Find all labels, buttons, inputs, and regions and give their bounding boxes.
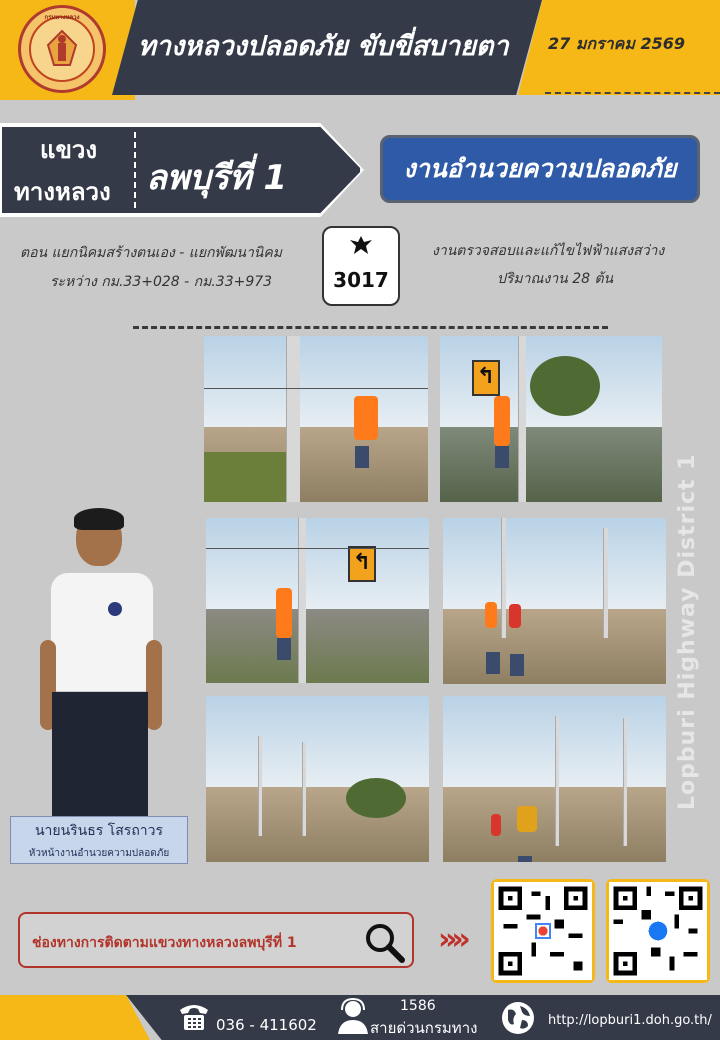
district-label-line2: ทางหลวง (14, 178, 111, 206)
task-quantity: ปริมาณงาน 28 ต้น (497, 271, 614, 287)
headset-icon (336, 998, 370, 1036)
district-label-line1: แขวง (40, 136, 98, 164)
district-name: ลพบุรีที่ 1 (146, 158, 287, 198)
logo-icon (40, 27, 84, 71)
logo-text: กรมทางหลวง (44, 14, 80, 21)
report-date: 27 มกราคม 2569 (548, 34, 685, 53)
route-section: ตอน แยกนิคมสร้างตนเอง - แยกพัฒนานิคม (20, 245, 282, 261)
staff-name: นายนรินธร โสรถาวร (34, 823, 164, 839)
route-km-range: ระหว่าง กม.33+028 - กม.33+973 (50, 274, 273, 290)
work-photo-1 (204, 336, 428, 502)
double-chevron-right-icon: »» (438, 922, 465, 957)
follow-channel-text: ช่องทางการติดตามแขวงทางหลวงลพบุรีที่ 1 (32, 935, 297, 951)
task-description: งานตรวจสอบและแก้ไขไฟฟ้าแสงสว่าง (432, 243, 665, 259)
qr-code-facebook[interactable] (606, 879, 710, 983)
telephone-icon (176, 1002, 212, 1032)
work-photo-4 (443, 518, 666, 684)
work-photo-3: ↰ (206, 518, 429, 683)
district-watermark: Lopburi Highway District 1 (675, 453, 700, 810)
staff-role: หัวหน้างานอำนวยความปลอดภัย (28, 848, 170, 859)
work-photo-2: ↰ (440, 336, 662, 502)
work-unit-badge: งานอำนวยความปลอดภัย (380, 135, 700, 203)
staff-name-card (10, 816, 188, 864)
header-divider (545, 92, 720, 94)
road-number: 3017 (333, 268, 389, 292)
hotline-number[interactable]: 1586 (400, 998, 436, 1014)
website-link[interactable]: http://lopburi1.doh.go.th/ (548, 1013, 712, 1028)
globe-icon (500, 1000, 536, 1036)
follow-channel-box[interactable] (18, 912, 414, 968)
garuda-icon (324, 234, 398, 260)
section-divider (133, 326, 608, 329)
page-title: ทางหลวงปลอดภัย ขับขี่สบายตา (138, 31, 509, 62)
district-separator (134, 132, 136, 208)
department-logo (18, 5, 106, 93)
qr-code-map[interactable] (491, 879, 595, 983)
work-photo-6 (443, 696, 666, 862)
logo-emblem (29, 16, 95, 82)
hotline-label: สายด่วนกรมทาง (370, 1019, 478, 1037)
staff-portrait (40, 510, 160, 820)
footer-accent (0, 995, 150, 1040)
road-number-shield (322, 226, 400, 306)
work-photo-5 (206, 696, 429, 862)
search-icon (362, 920, 406, 964)
contact-phone[interactable]: 036 - 411602 (216, 1016, 317, 1034)
